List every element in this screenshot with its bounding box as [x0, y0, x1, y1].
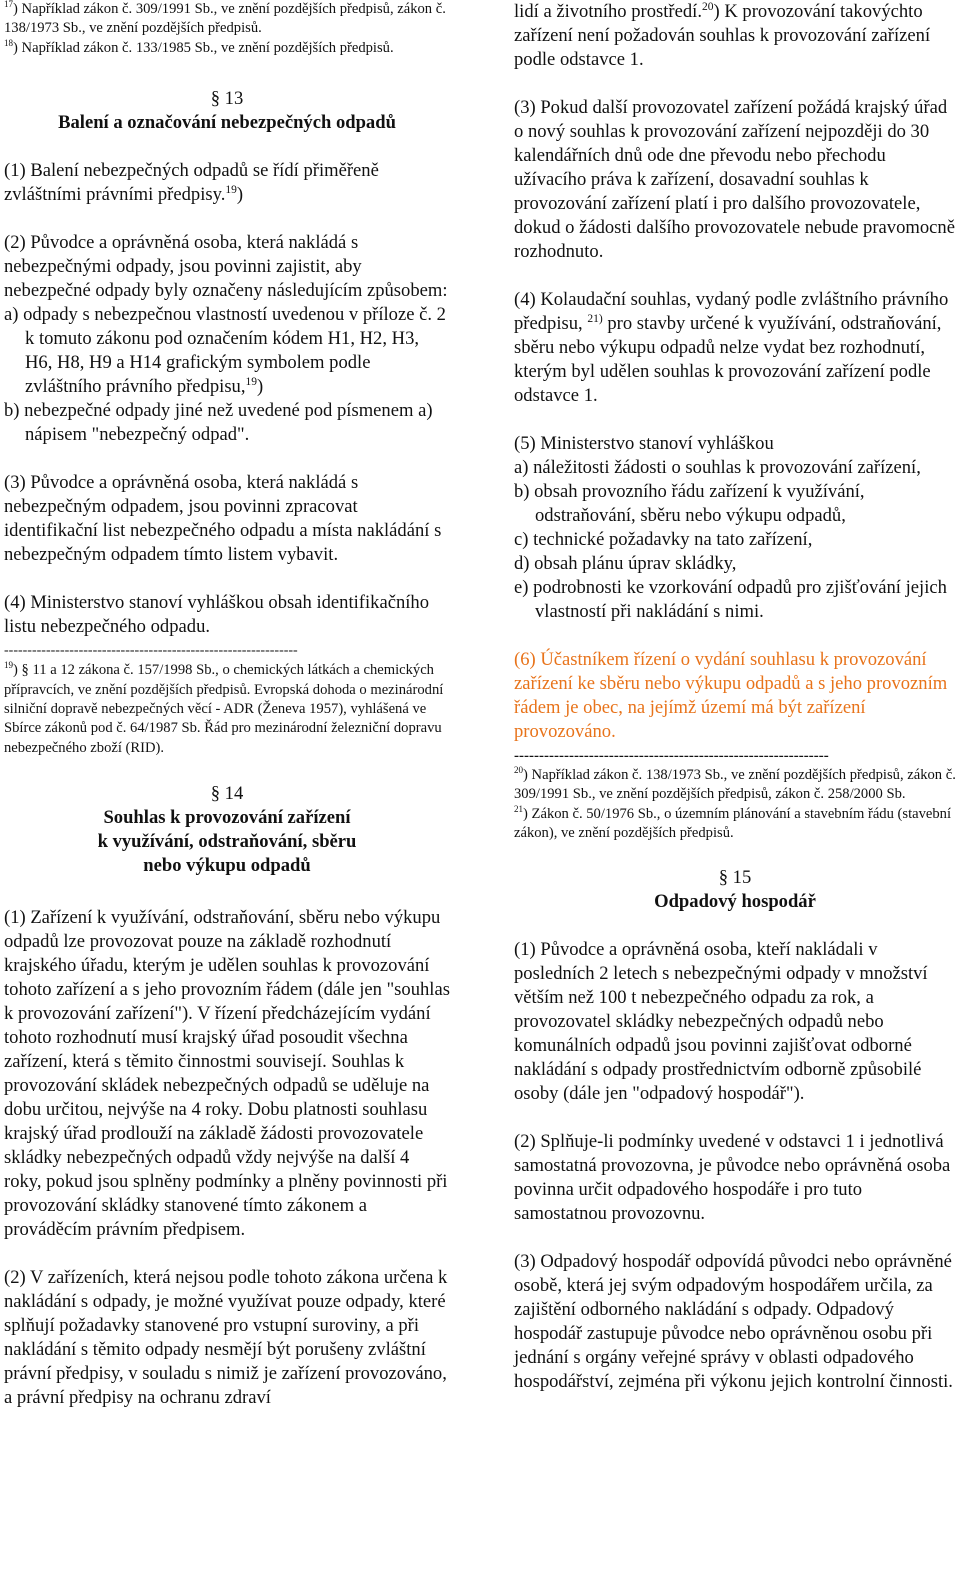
section-14-title-line-1: Souhlas k provozování zařízení [103, 807, 351, 829]
s13-paragraph-1: (1) Balení nebezpečných odpadů se řídí přiměřeně zvláštními právními předpisy.$^{19}$) [4, 160, 379, 206]
section-14-title-line-3: nebo výkupu odpadů [143, 855, 311, 877]
footnote-19: $^{19}$) § 11 a 12 zákona č. 157/1998 Sb., o chemických látkách a chemických přípravcích, ve znění pozdějších předpisů. Evropská dohoda o mezinárodní silniční dopravě nebezpečných věcí - ADR (Ženeva 1957), vyhlášená ve Sbírce zákonů pod č. 64/1987 Sb. Řád pro mezinárodní železniční dopravu nebezpečného zboží (RID). [4, 660, 444, 756]
right-column [514, 0, 956, 1394]
s13-paragraph-3: (3) Původce a oprávněná osoba, která nakládá s nebezpečným odpadem, jsou povinni zpracovat identifikační list nebezpečného odpadu a místa nakládání s nebezpečným odpadem tímto listem vybavit. [4, 472, 442, 566]
s14-paragraph-5-item-d: d) obsah plánu úprav skládky, [514, 553, 737, 574]
s13-paragraph-2-item-b: b) nebezpečné odpady jiné než uvedené pod písmenem a) nápisem "nebezpečný odpad". [4, 400, 433, 446]
s13-paragraph-2-item-a: a) odpady s nebezpečnou vlastností uvedenou v příloze č. 2 k tomuto zákonu pod označením kódem H1, H2, H3, H6, H8, H9 a H14 grafickým symbolem podle zvláštního právního předpisu,$^{19}$) [4, 304, 446, 398]
section-13-number: § 13 [210, 88, 244, 110]
s14-paragraph-1: (1) Zařízení k využívání, odstraňování, sběru nebo výkupu odpadů lze provozovat pouze na základě rozhodnutí krajského úřadu, kterým je udělen souhlas k provozování tohoto zařízení a s jeho provozním řádem (dále jen "souhlas k provozování zařízení"). V řízení předcházejícím vydání tohoto rozhodnutí musí krajský úřad posoudit všechna zařízení, která s těmito činnostmi souvisejí. Souhlas k provozování skládek nebezpečných odpadů se uděluje na dobu určitou, nejvýše na 4 roky. Dobu platnosti souhlasu krajský úřad prodlouží na základě žádosti provozovatele skládky nebezpečných odpadů vždy nejvýše na další 4 roky, pokud jsou splněny podmínky a plněny povinnosti při provozování skládky stanovené tímto zákonem a prováděcím právním předpisem. [4, 907, 450, 1241]
s14-paragraph-2-continued: lidí a životního prostředí.$^{20}$) K provozování takovýchto zařízení není požadován souhlas k provozování zařízení podle odstavce 1. [514, 0, 931, 70]
s14-paragraph-4: (4) Kolaudační souhlas, vydaný podle zvláštního právního předpisu, $^{21)}$ pro stavby určené k využívání, odstraňování, sběru nebo výkupu odpadů nelze vydat bez rozhodnutí, kterým byl udělen souhlas k provozování zařízení podle odstavce 1. [514, 289, 949, 406]
footnote-20: $^{20}$) Například zákon č. 138/1973 Sb., ve znění pozdějších předpisů, zákon č. 309/1991 Sb., ve znění pozdějších předpisů, zákon č. 258/2000 Sb. [514, 765, 956, 803]
footnote-separator: --------------------------------------------------------------- [4, 645, 298, 658]
section-14-heading [4, 782, 450, 878]
footnote-18: $^{18}$) Například zákon č. 133/1985 Sb., ve znění pozdějších předpisů. [4, 37, 394, 56]
s15-paragraph-3: (3) Odpadový hospodář odpovídá původci nebo oprávněné osobě, která jej svým odpadovým hospodářem určila, za zajištění odborného nakládání s odpady. Odpadový hospodář zastupuje původce nebo oprávněnou osobu při jednání s orgány veřejné správy v oblasti odpadového hospodářství, zejména při výkonu jejich kontrolní činnosti. [514, 1250, 953, 1392]
s14-paragraph-5-item-a: a) náležitosti žádosti o souhlas k provozování zařízení, [514, 457, 921, 478]
s14-paragraph-5-intro: (5) Ministerstvo stanoví vyhláškou [514, 433, 774, 454]
s13-paragraph-4: (4) Ministerstvo stanoví vyhláškou obsah identifikačního listu nebezpečného odpadu. [4, 592, 430, 638]
footnote-17: $^{17}$) Například zákon č. 309/1991 Sb., ve znění pozdějších předpisů, zákon č. 138/1973 Sb., ve znění pozdějších předpisů. [4, 0, 446, 37]
s14-paragraph-5-item-c: c) technické požadavky na tato zařízení, [514, 529, 813, 550]
section-13-title: Balení a označování nebezpečných odpadů [58, 112, 396, 134]
footnote-21: $^{21}$) Zákon č. 50/1976 Sb., o územním plánování a stavebním řádu (stavební zákon), ve znění pozdějších předpisů. [514, 803, 952, 842]
left-column [4, 0, 450, 1410]
section-15-number: § 15 [718, 866, 752, 888]
s14-paragraph-5-item-e: e) podrobnosti ke vzorkování odpadů pro zjišťování jejich vlastností při nakládání s nimi. [514, 577, 947, 622]
s13-paragraph-2-intro: (2) Původce a oprávněná osoba, která nakládá s nebezpečnými odpady, jsou povinni zajistit, aby nebezpečné odpady byly označeny následujícím způsobem: [4, 232, 448, 302]
section-14-title-line-2: k využívání, odstraňování, sběru [97, 831, 357, 853]
s14-paragraph-3: (3) Pokud další provozovatel zařízení požádá krajský úřad o nový souhlas k provozování zařízení nejpozději do 30 kalendářních dnů ode dne převodu nebo přechodu užívacího práva k zařízení, dosavadní souhlas k provozování zařízení platí i pro dalšího provozovatele, dokud o žádosti dalšího provozovatele nebude pravomocně rozhodnuto. [514, 97, 955, 262]
s14-paragraph-6-amended: (6) Účastníkem řízení o vydání souhlasu k provozování zařízení ke sběru nebo výkupu odpadů a s jeho provozním řádem je obec, na jejímž území má být zařízení provozováno. [514, 649, 948, 742]
footnote-separator: --------------------------------------------------------------- [514, 750, 829, 762]
s15-paragraph-2: (2) Splňuje-li podmínky uvedené v odstavci 1 i jednotlivá samostatná provozovna, je původce nebo oprávněná osoba povinna určit odpadového hospodáře i pro tuto samostatnou provozovnu. [514, 1130, 951, 1224]
section-14-number: § 14 [210, 783, 244, 805]
section-13-heading [4, 87, 450, 135]
s15-paragraph-1: (1) Původce a oprávněná osoba, kteří nakládali v posledních 2 letech s nebezpečnými odpady v množství větším než 100 t nebezpečného odpadu za rok, a provozovatel skládky nebezpečných odpadů nebo komunálních odpadů jsou povinni zajišťovat odborné nakládání s odpady prostřednictvím odborně způsobilé osoby (dále jen "odpadový hospodář"). [514, 938, 928, 1104]
section-15-title: Odpadový hospodář [654, 890, 816, 912]
section-15-heading [514, 866, 956, 914]
s14-paragraph-2: (2) V zařízeních, která nejsou podle tohoto zákona určena k nakládání s odpady, je možné využívat pouze odpady, které splňují požadavky stanovené pro vstupní suroviny, a při nakládání s těmito odpady nesmějí být porušeny zvláštní právní předpisy, v souladu s nimiž je zařízení provozováno, a právní předpisy na ochranu zdraví [4, 1267, 448, 1409]
s14-paragraph-5-item-b: b) obsah provozního řádu zařízení k využívání, odstraňování, sběru nebo výkupu odpadů, [514, 481, 865, 526]
